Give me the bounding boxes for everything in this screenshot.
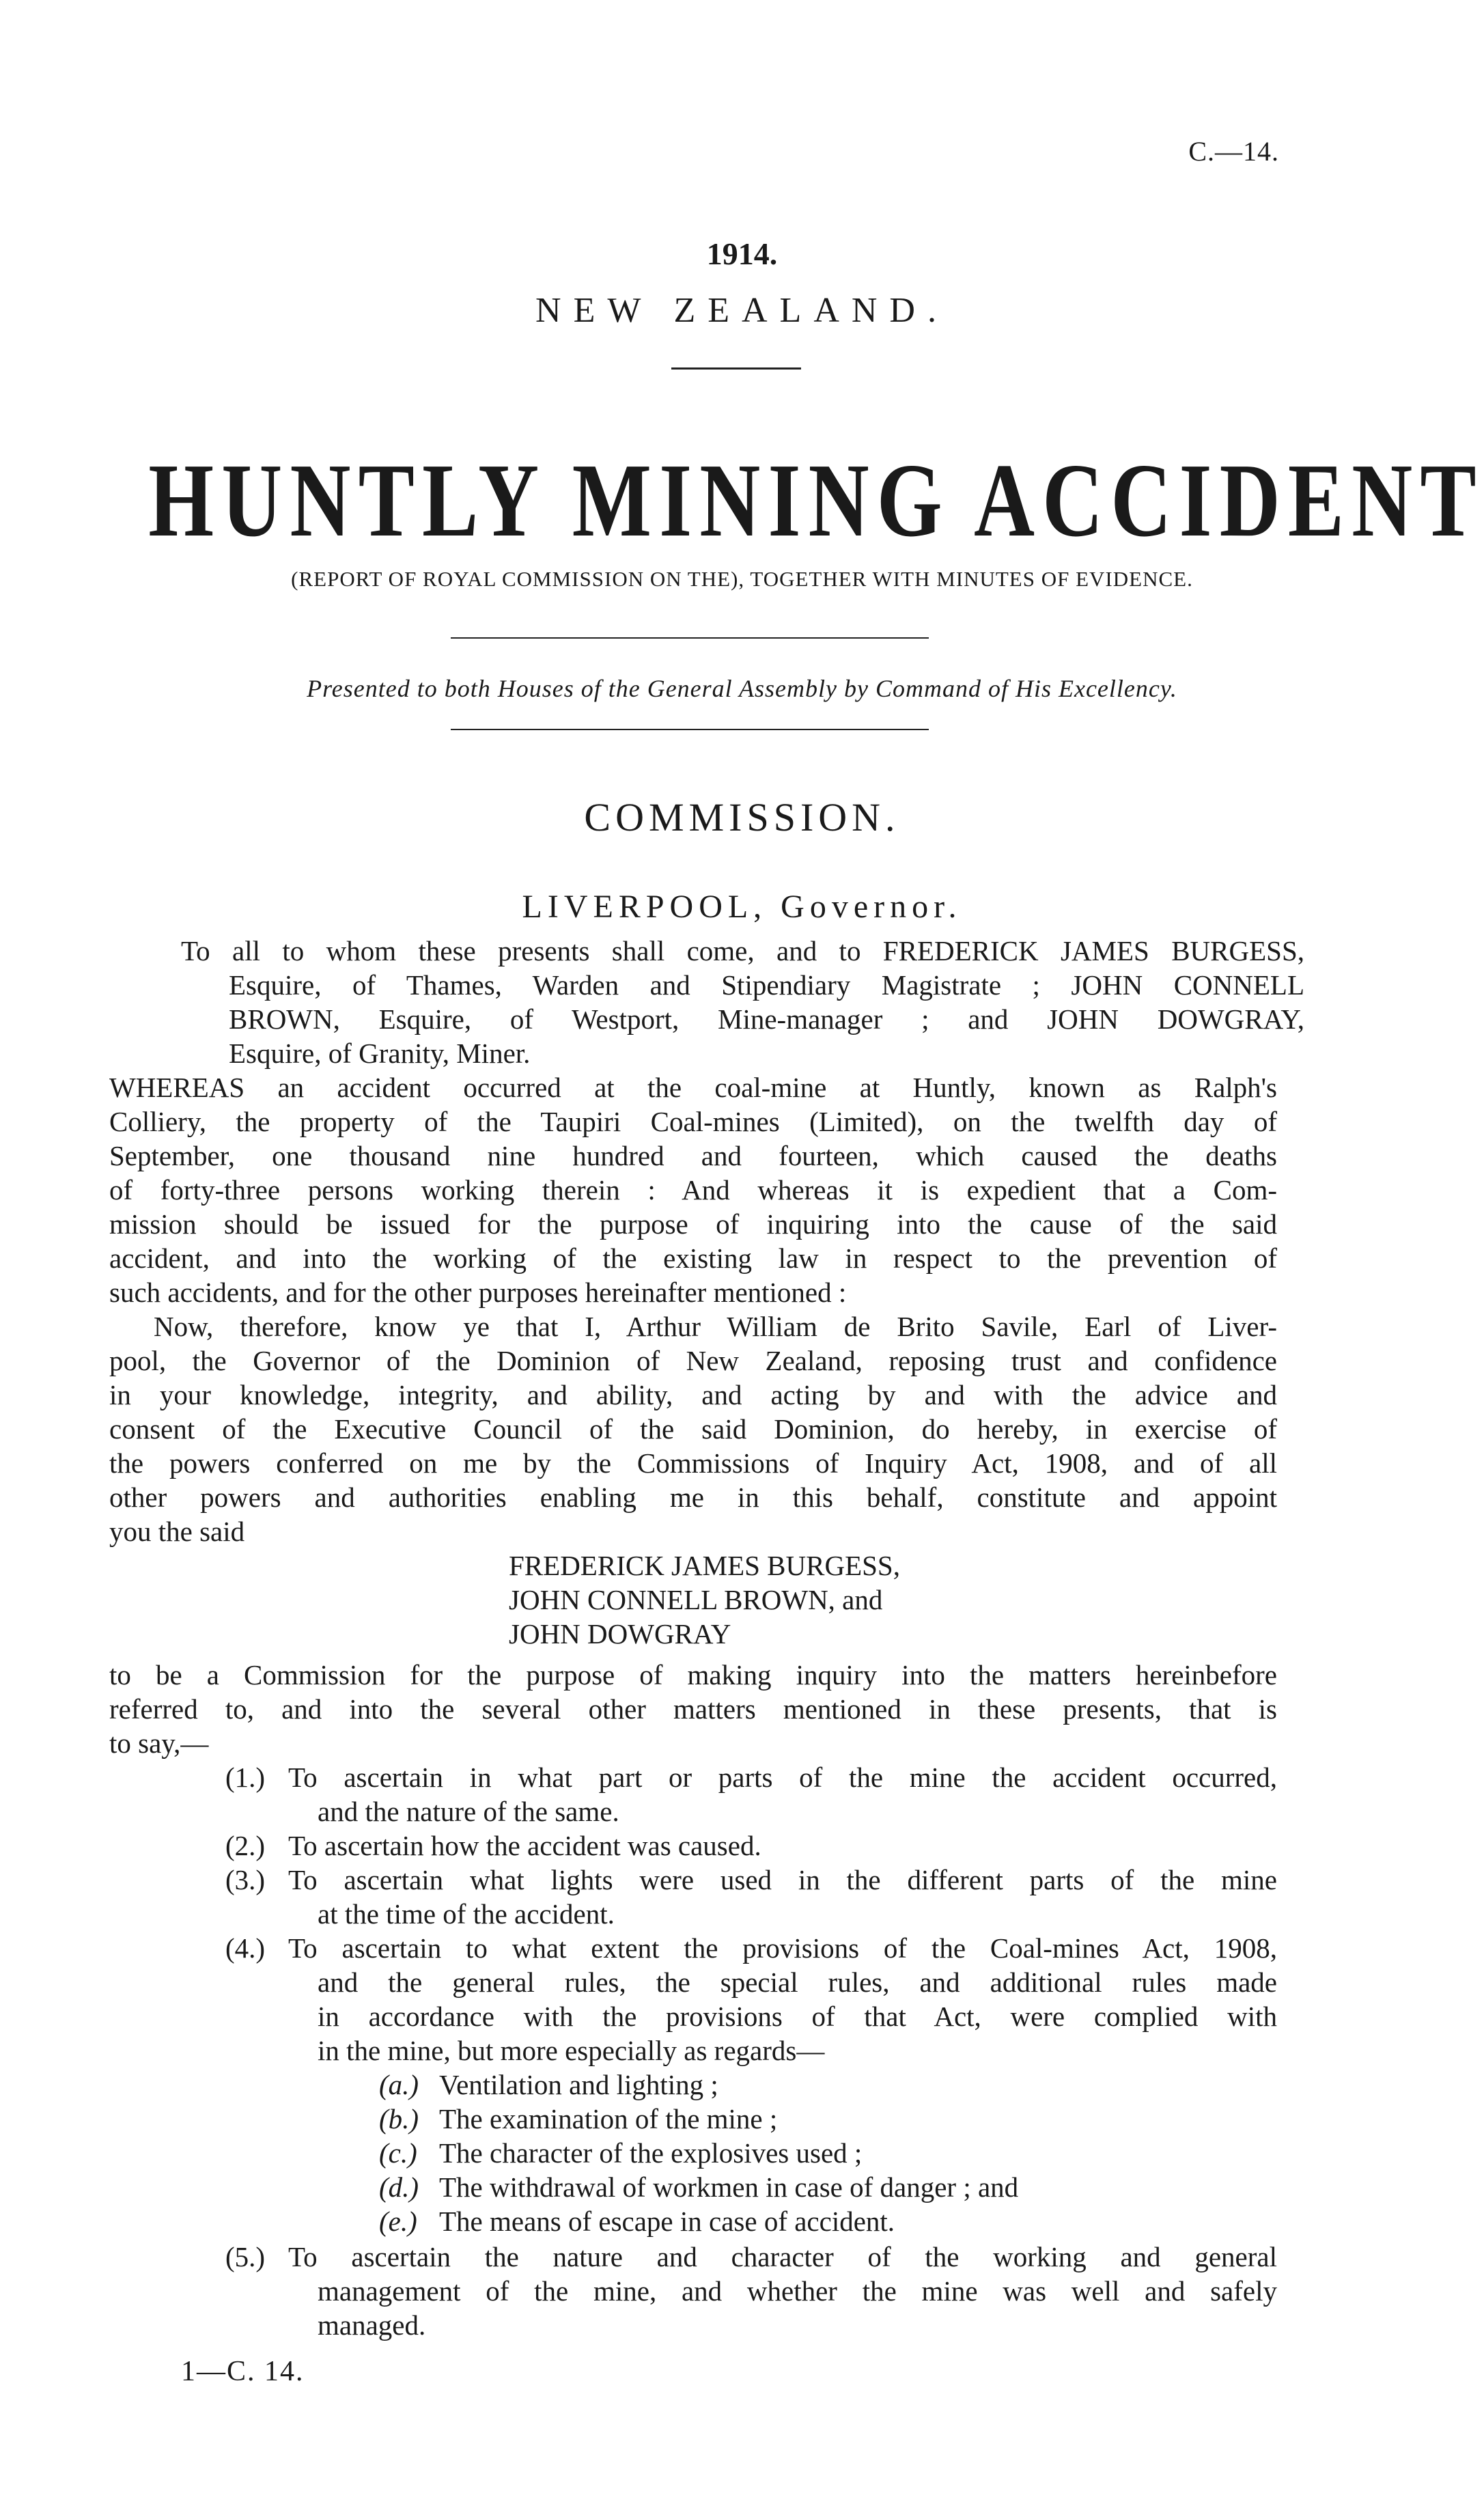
year: 1914.: [706, 236, 778, 271]
text-line: pool, the Governor of the Dominion of New Zealand, reposing trust and confidence: [109, 1345, 1277, 1376]
subitem-letter: (b.): [379, 2103, 419, 2134]
paper-reference: C.—14.: [1188, 136, 1279, 167]
text-line: and the general rules, the special rules, and additional rules made: [318, 1966, 1277, 1998]
divider: [451, 729, 929, 730]
text-line: management of the mine, and whether the mine was well and safely: [318, 2275, 1277, 2307]
presented-line: Presented to both Houses of the General Assembly by Command of His Excellency.: [307, 675, 1177, 702]
text-line: you the said: [109, 1516, 245, 1547]
commission-heading: COMMISSION.: [584, 795, 900, 839]
text-line: in the mine, but more especially as regards—: [318, 2035, 825, 2066]
subitem-text: The character of the explosives used ;: [439, 2137, 863, 2169]
subitem-text: The examination of the mine ;: [439, 2103, 778, 2134]
divider: [451, 637, 929, 639]
item-number: (1.): [225, 1762, 266, 1793]
text-line: and the nature of the same.: [318, 1796, 619, 1827]
commissioner-name: JOHN CONNELL BROWN, and: [509, 1584, 883, 1615]
text-line: To ascertain to what extent the provisions of the Coal-mines Act, 1908,: [288, 1932, 1277, 1964]
subitem-letter: (a.): [379, 2069, 419, 2100]
text-line: Esquire, of Thames, Warden and Stipendiary Magistrate ; JOHN CONNELL: [229, 969, 1304, 1001]
document-subtitle: (REPORT OF ROYAL COMMISSION ON THE), TOGETHER WITH MINUTES OF EVIDENCE.: [291, 567, 1193, 591]
text-line: To ascertain what lights were used in the different parts of the mine: [288, 1864, 1277, 1895]
text-line: September, one thousand nine hundred and fourteen, which caused the deaths: [109, 1140, 1277, 1171]
text-line: To ascertain the nature and character of the working and general: [288, 2241, 1277, 2272]
text-line: To ascertain how the accident was caused.: [288, 1830, 761, 1861]
commissioner-name: JOHN DOWGRAY: [509, 1618, 731, 1650]
text-line: referred to, and into the several other matters mentioned in these presents, that is: [109, 1693, 1277, 1725]
text-line: of forty-three persons working therein : And whereas it is expedient that a Com-: [109, 1174, 1277, 1206]
text-line: to be a Commission for the purpose of making inquiry into the matters hereinbefore: [109, 1659, 1277, 1691]
commissioner-name: FREDERICK JAMES BURGESS,: [509, 1550, 900, 1581]
divider: [671, 367, 801, 370]
text-line: WHEREAS an accident occurred at the coal-mine at Huntly, known as Ralph's: [109, 1072, 1277, 1103]
text-line: accident, and into the working of the existing law in respect to the prevention of: [109, 1242, 1277, 1274]
subitem-text: Ventilation and lighting ;: [439, 2069, 718, 2100]
item-number: (2.): [225, 1830, 266, 1861]
text-line: Now, therefore, know ye that I, Arthur William de Brito Savile, Earl of Liver-: [154, 1311, 1277, 1342]
subitem-text: The means of escape in case of accident.: [439, 2206, 895, 2237]
item-number: (4.): [225, 1932, 266, 1964]
item-number: (5.): [225, 2241, 266, 2272]
text-line: Colliery, the property of the Taupiri Coal-mines (Limited), on the twelfth day of: [109, 1106, 1277, 1137]
text-line: in accordance with the provisions of that Act, were complied with: [318, 2001, 1277, 2032]
text-line: the powers conferred on me by the Commissions of Inquiry Act, 1908, and of all: [109, 1447, 1277, 1479]
text-line: managed.: [318, 2309, 426, 2341]
subitem-text: The withdrawal of workmen in case of danger ; and: [439, 2171, 1019, 2203]
text-line: To ascertain in what part or parts of the mine the accident occurred,: [288, 1762, 1277, 1793]
subitem-letter: (c.): [379, 2137, 417, 2169]
text-line: in your knowledge, integrity, and ability, and acting by and with the advice and: [109, 1379, 1277, 1410]
text-line: such accidents, and for the other purposes hereinafter mentioned :: [109, 1277, 847, 1308]
country: NEW ZEALAND.: [535, 291, 949, 330]
page-signature: 1—C. 14.: [181, 2356, 305, 2387]
text-line: BROWN, Esquire, of Westport, Mine-manager ; and JOHN DOWGRAY,: [229, 1003, 1304, 1035]
item-number: (3.): [225, 1864, 266, 1895]
text-line: consent of the Executive Council of the said Dominion, do hereby, in exercise of: [109, 1413, 1277, 1445]
text-line: Esquire, of Granity, Miner.: [229, 1038, 531, 1069]
text-line: to say,—: [109, 1727, 209, 1759]
governor-line: LIVERPOOL, Governor.: [522, 889, 962, 925]
text-line: mission should be issued for the purpose of inquiring into the cause of the said: [109, 1208, 1277, 1240]
text-line: other powers and authorities enabling me in this behalf, constitute and appoint: [109, 1482, 1277, 1513]
subitem-letter: (e.): [379, 2206, 417, 2237]
text-line: To all to whom these presents shall come, and to FREDERICK JAMES BURGESS,: [181, 935, 1304, 967]
subitem-letter: (d.): [379, 2171, 419, 2203]
text-line: at the time of the accident.: [318, 1898, 615, 1930]
document-title: HUNTLY MINING ACCIDENT: [148, 443, 1484, 559]
